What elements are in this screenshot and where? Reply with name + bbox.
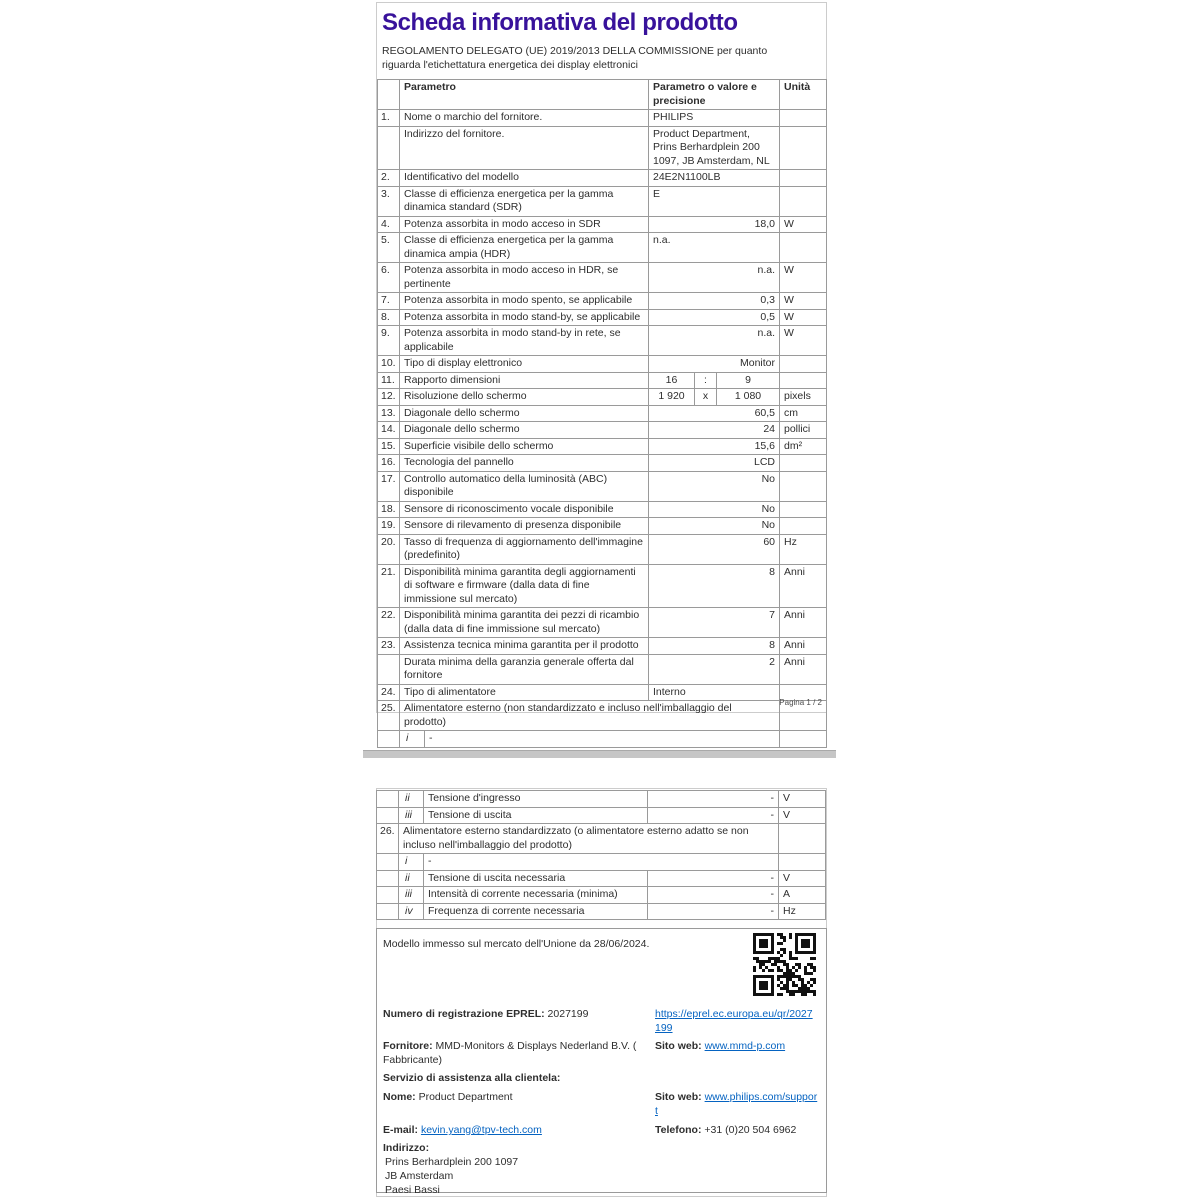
table-row — [378, 502, 827, 519]
row-label: Tensione di uscita — [424, 808, 648, 825]
row-label: Nome o marchio del fornitore. — [400, 110, 649, 127]
row-label: Sensore di riconoscimento vocale disponibile — [400, 502, 649, 519]
row-value — [649, 373, 780, 390]
row-label: Alimentatore esterno (non standardizzato e incluso nell'imballaggio del prodotto) — [400, 701, 780, 731]
row-roman-numeral: ii — [399, 791, 424, 808]
table-row — [378, 127, 827, 171]
document-page-1 — [376, 2, 827, 744]
row-unit — [780, 127, 827, 171]
page-subtitle: REGOLAMENTO DELEGATO (UE) 2019/2013 DELLA COMMISSIONE per quanto riguarda l'etichettatura energetica dei display elettronici — [382, 45, 768, 71]
row-number — [377, 871, 399, 888]
row-label: Identificativo del modello — [400, 170, 649, 187]
row-number: 15. — [378, 439, 400, 456]
row-number: 23. — [378, 638, 400, 655]
indirizzo-label: Indirizzo: — [383, 1142, 430, 1154]
header-unita: Unità — [780, 80, 827, 110]
row-unit — [780, 170, 827, 187]
row-value: - — [648, 808, 779, 825]
row-value: 0,5 — [649, 310, 780, 327]
fornitore-label: Fornitore: — [383, 1040, 433, 1052]
email-row — [383, 1123, 818, 1137]
product-table-page2 — [376, 790, 826, 920]
row-unit: dm² — [780, 439, 827, 456]
row-unit: Hz — [780, 535, 827, 565]
table-row — [377, 904, 826, 921]
row-number — [378, 127, 400, 171]
table-row — [378, 233, 827, 263]
telefono-value: +31 (0)20 504 6962 — [704, 1124, 797, 1136]
row-roman-numeral: i — [400, 731, 425, 748]
row-label: Classe di efficienza energetica per la gamma dinamica ampia (HDR) — [400, 233, 649, 263]
value-part: 1 080 — [734, 390, 762, 402]
market-date-text: Modello immesso sul mercato dell'Unione da 28/06/2024. — [383, 938, 650, 950]
value-separator: : — [695, 373, 717, 389]
row-value: - — [648, 791, 779, 808]
table-row — [378, 217, 827, 234]
row-value: n.a. — [649, 233, 780, 263]
contact-info-box — [376, 928, 827, 1196]
table-row — [377, 808, 826, 825]
nome-cell — [383, 1090, 655, 1118]
value-part: 9 — [745, 373, 751, 386]
row-roman-numeral: iv — [399, 904, 424, 921]
table-row — [378, 326, 827, 356]
table-row — [378, 293, 827, 310]
email-cell — [383, 1123, 655, 1137]
table-row — [378, 170, 827, 187]
fornitore-row — [383, 1039, 818, 1067]
row-number — [377, 887, 399, 904]
row-roman-numeral: ii — [399, 871, 424, 888]
eprel-registration — [383, 1007, 655, 1035]
telefono-label: Telefono: — [655, 1124, 702, 1136]
row-label: Potenza assorbita in modo stand-by, se applicabile — [400, 310, 649, 327]
row-value: 7 — [649, 608, 780, 638]
email-link[interactable]: kevin.yang@tpv-tech.com — [420, 1124, 542, 1136]
header-parametro: Parametro — [400, 80, 649, 110]
nome-label: Nome: — [383, 1091, 416, 1103]
row-number: 11. — [378, 373, 400, 390]
row-value: - — [648, 887, 779, 904]
row-number: 1. — [378, 110, 400, 127]
row-label: Diagonale dello schermo — [400, 422, 649, 439]
row-value: No — [649, 518, 780, 535]
row-number: 2. — [378, 170, 400, 187]
table-row — [378, 373, 827, 390]
row-unit: Anni — [780, 565, 827, 609]
nome-row — [383, 1090, 818, 1118]
table-row — [378, 518, 827, 535]
row-unit: W — [780, 326, 827, 356]
sito-web-1-cell — [655, 1039, 818, 1067]
sito-web-2-link[interactable]: www.philips.com/support — [655, 1091, 818, 1117]
table-row — [378, 701, 827, 731]
eprel-label: Numero di registrazione EPREL: — [383, 1008, 545, 1020]
row-number: 13. — [378, 406, 400, 423]
row-value — [649, 389, 780, 406]
row-unit: V — [779, 871, 826, 888]
row-number: 4. — [378, 217, 400, 234]
row-unit — [779, 824, 826, 854]
row-value: 15,6 — [649, 439, 780, 456]
row-label: Tensione di uscita necessaria — [424, 871, 648, 888]
row-number — [378, 731, 400, 748]
table-row — [378, 472, 827, 502]
value-separator: x — [695, 389, 717, 405]
row-unit — [780, 356, 827, 373]
row-label: Tensione d'ingresso — [424, 791, 648, 808]
value-part: 16 — [649, 373, 695, 389]
table-row — [378, 187, 827, 217]
row-label: Superficie visibile dello schermo — [400, 439, 649, 456]
row-value: - — [648, 904, 779, 921]
row-unit — [780, 110, 827, 127]
header-number-cell — [378, 80, 400, 110]
row-unit — [780, 373, 827, 390]
address-line-2: JB Amsterdam — [385, 1170, 454, 1182]
table-row — [377, 887, 826, 904]
row-number — [377, 791, 399, 808]
sito-web-2-label: Sito web: — [655, 1091, 702, 1103]
row-value: 24 — [649, 422, 780, 439]
table-row — [378, 406, 827, 423]
row-value: 24E2N1100LB — [649, 170, 780, 187]
row-value: 8 — [649, 638, 780, 655]
indirizzo-heading-row — [383, 1141, 818, 1155]
fornitore-value: MMD-Monitors & Displays Nederland B.V. ( Fabbricante) — [383, 1040, 637, 1066]
row-unit — [780, 472, 827, 502]
table-row — [378, 608, 827, 638]
eprel-link[interactable]: https://eprel.ec.europa.eu/qr/2027199 — [655, 1008, 813, 1034]
table-row — [378, 422, 827, 439]
table-row — [378, 638, 827, 655]
row-value: n.a. — [649, 263, 780, 293]
row-unit: cm — [780, 406, 827, 423]
row-number — [377, 904, 399, 921]
row-unit: W — [780, 217, 827, 234]
row-number — [378, 655, 400, 685]
table-row — [377, 854, 826, 871]
row-unit: Anni — [780, 608, 827, 638]
row-value: E — [649, 187, 780, 217]
row-unit: V — [779, 791, 826, 808]
table-row — [377, 871, 826, 888]
table-row — [378, 731, 827, 748]
sito-web-1-link[interactable]: www.mmd-p.com — [704, 1040, 786, 1052]
row-unit: Hz — [779, 904, 826, 921]
document-page-2 — [376, 788, 827, 1197]
row-number: 12. — [378, 389, 400, 406]
telefono-cell — [655, 1123, 818, 1137]
row-number: 6. — [378, 263, 400, 293]
row-label: Intensità di corrente necessaria (minima) — [424, 887, 648, 904]
row-number: 17. — [378, 472, 400, 502]
row-value: 60 — [649, 535, 780, 565]
product-table-page1 — [377, 79, 827, 748]
row-number: 22. — [378, 608, 400, 638]
table-row — [378, 310, 827, 327]
row-unit — [780, 187, 827, 217]
sito-web-2-cell — [655, 1090, 818, 1118]
row-label: Tipo di alimentatore — [400, 685, 649, 702]
row-label: Assistenza tecnica minima garantita per il prodotto — [400, 638, 649, 655]
row-value: Monitor — [649, 356, 780, 373]
row-value: n.a. — [649, 326, 780, 356]
row-roman-numeral: iii — [399, 887, 424, 904]
row-value: 8 — [649, 565, 780, 609]
row-unit — [780, 518, 827, 535]
row-value: Product Department, Prins Berhardplein 200 1097, JB Amsterdam, NL — [649, 127, 780, 171]
header-valore: Parametro o valore e precisione — [649, 80, 780, 110]
row-roman-numeral: iii — [399, 808, 424, 825]
table-row — [378, 110, 827, 127]
table-row — [377, 791, 826, 808]
row-number: 26. — [377, 824, 399, 854]
row-unit — [780, 502, 827, 519]
document-header — [377, 3, 826, 72]
row-label: Tecnologia del pannello — [400, 455, 649, 472]
row-label: Tasso di frequenza di aggiornamento dell'immagine (predefinito) — [400, 535, 649, 565]
row-unit: Anni — [780, 655, 827, 685]
service-heading: Servizio di assistenza alla clientela: — [383, 1072, 561, 1084]
sito-web-1-label: Sito web: — [655, 1040, 702, 1052]
row-label: Tipo di display elettronico — [400, 356, 649, 373]
row-label: Alimentatore esterno standardizzato (o alimentatore esterno adatto se non incluso nell'imballaggio del prodotto) — [399, 824, 779, 854]
row-number: 10. — [378, 356, 400, 373]
row-value: No — [649, 472, 780, 502]
email-label: E-mail: — [383, 1124, 419, 1136]
fornitore-cell — [383, 1039, 655, 1067]
row-label: Sensore di rilevamento di presenza disponibile — [400, 518, 649, 535]
row-label: Potenza assorbita in modo stand-by in rete, se applicabile — [400, 326, 649, 356]
row-label: Diagonale dello schermo — [400, 406, 649, 423]
row-value: 0,3 — [649, 293, 780, 310]
table-row — [378, 439, 827, 456]
page-title: Scheda informativa del prodotto — [382, 9, 738, 36]
row-number: 25. — [378, 701, 400, 731]
table-row — [378, 389, 827, 406]
row-unit: W — [780, 293, 827, 310]
service-heading-row — [383, 1071, 818, 1085]
row-label: Controllo automatico della luminosità (ABC) disponibile — [400, 472, 649, 502]
row-value: 2 — [649, 655, 780, 685]
row-label: - — [424, 854, 779, 871]
table-row — [378, 535, 827, 565]
row-value: 60,5 — [649, 406, 780, 423]
row-roman-numeral: i — [399, 854, 424, 871]
row-label: Disponibilità minima garantita dei pezzi di ricambio (dalla data di fine immissione sul mercato) — [400, 608, 649, 638]
row-value: 18,0 — [649, 217, 780, 234]
row-number: 8. — [378, 310, 400, 327]
row-unit: pixels — [780, 389, 827, 406]
row-unit: A — [779, 887, 826, 904]
page-separator — [363, 750, 836, 758]
row-label: Potenza assorbita in modo acceso in SDR — [400, 217, 649, 234]
eprel-link-cell — [655, 1007, 818, 1035]
page-number: Pagina 1 / 2 — [779, 698, 822, 707]
row-unit — [780, 455, 827, 472]
table-row — [378, 263, 827, 293]
nome-value: Product Department — [418, 1091, 513, 1103]
row-number: 18. — [378, 502, 400, 519]
row-label: Rapporto dimensioni — [400, 373, 649, 390]
row-label: Indirizzo del fornitore. — [400, 127, 649, 171]
row-number: 7. — [378, 293, 400, 310]
table-row — [378, 565, 827, 609]
row-number — [377, 808, 399, 825]
table-row — [378, 685, 827, 702]
row-number: 21. — [378, 565, 400, 609]
row-label: - — [425, 731, 780, 748]
row-label: Disponibilità minima garantita degli aggiornamenti di software e firmware (dalla data di fine immissione sul mercato) — [400, 565, 649, 609]
table-row — [378, 356, 827, 373]
row-label: Classe di efficienza energetica per la gamma dinamica standard (SDR) — [400, 187, 649, 217]
address-line-1: Prins Berhardplein 200 1097 — [385, 1156, 519, 1168]
row-unit — [779, 854, 826, 871]
row-value: - — [648, 871, 779, 888]
row-number: 19. — [378, 518, 400, 535]
row-value: No — [649, 502, 780, 519]
table-row — [378, 655, 827, 685]
row-label: Potenza assorbita in modo spento, se applicabile — [400, 293, 649, 310]
row-unit: W — [780, 310, 827, 327]
row-label: Durata minima della garanzia generale offerta dal fornitore — [400, 655, 649, 685]
row-value: PHILIPS — [649, 110, 780, 127]
address-line-3: Paesi Bassi — [385, 1184, 440, 1196]
table-header-row — [378, 80, 827, 110]
row-number: 20. — [378, 535, 400, 565]
row-value: Interno — [649, 685, 780, 702]
row-unit: V — [779, 808, 826, 825]
row-number: 5. — [378, 233, 400, 263]
table-row — [378, 455, 827, 472]
row-unit — [780, 731, 827, 748]
row-number: 3. — [378, 187, 400, 217]
eprel-value: 2027199 — [547, 1008, 589, 1020]
row-value: LCD — [649, 455, 780, 472]
row-number: 9. — [378, 326, 400, 356]
row-number: 14. — [378, 422, 400, 439]
row-label: Frequenza di corrente necessaria — [424, 904, 648, 921]
row-label: Risoluzione dello schermo — [400, 389, 649, 406]
row-unit — [780, 233, 827, 263]
row-number — [377, 854, 399, 871]
row-label: Potenza assorbita in modo acceso in HDR, se pertinente — [400, 263, 649, 293]
table-row — [377, 824, 826, 854]
row-unit: pollici — [780, 422, 827, 439]
row-number: 24. — [378, 685, 400, 702]
row-unit: W — [780, 263, 827, 293]
row-number: 16. — [378, 455, 400, 472]
eprel-row — [383, 1007, 818, 1035]
value-part: 1 920 — [649, 389, 695, 405]
row-unit: Anni — [780, 638, 827, 655]
qr-code — [753, 933, 816, 996]
